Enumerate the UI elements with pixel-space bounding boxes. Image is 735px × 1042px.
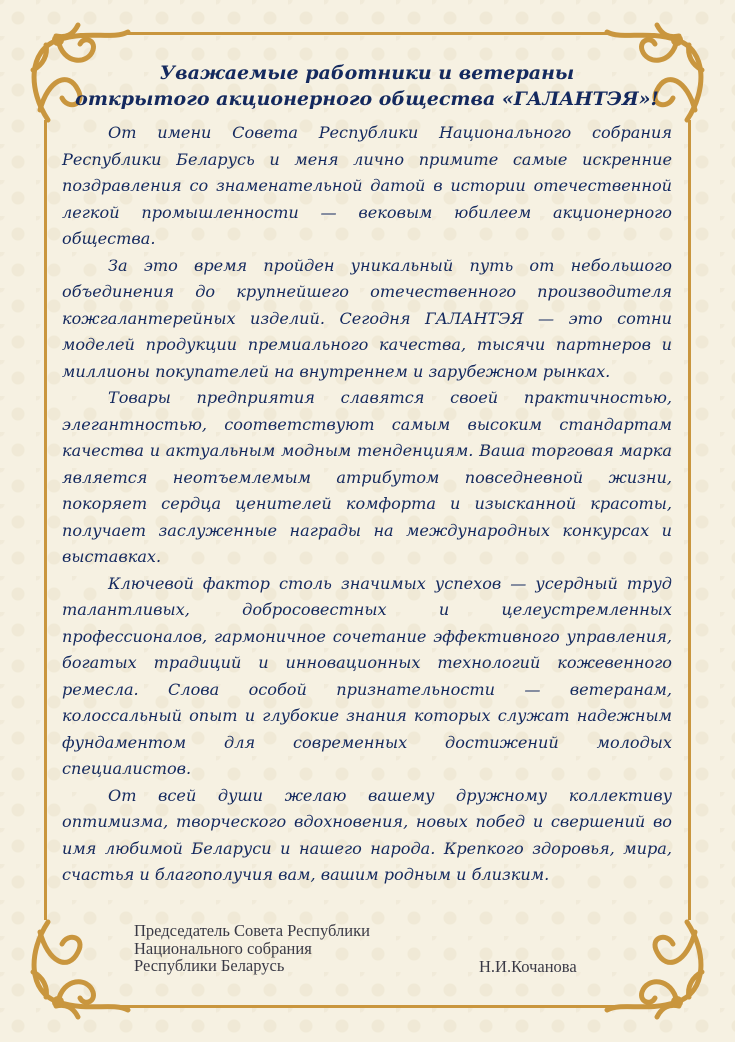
paragraph-4: Ключевой фактор столь значимых успехов — усердный труд талантливых, добросовестных и целеустремленных профессионалов, гармоничное сочетание эффективного управления, богатых традиций и инновационных технологий кожевенного ремесла. Слова особой признательности — ветеранам, колоссальный опыт и глубокие знания которых служат надежным фундаментом для современных достижений молодых специалистов. bbox=[62, 573, 672, 778]
paragraph-5: От всей души желаю вашему дружному коллективу оптимизма, творческого вдохновения, новых побед и свершений во имя любимой Беларуси и нашего народа. Крепкого здоровья, мира, счастья и благополучия вам, вашим родным и близким. bbox=[62, 785, 672, 884]
signatory-name: Н.И.Кочанова bbox=[479, 957, 577, 976]
frame-bottom-line bbox=[120, 1005, 615, 1008]
paragraph-1: От имени Совета Республики Национального собрания Республики Беларусь и меня лично примите самые искренние поздравления со знаменательной датой в истории отечественной легкой промышленности — вековым юбилеем акционерного общества. bbox=[62, 123, 672, 248]
signature-block bbox=[134, 922, 604, 975]
frame-left-line bbox=[44, 120, 47, 920]
paragraph-3: Товары предприятия славятся своей практичностью, элегантностью, соответствуют самым высоким стандартам качества и актуальным модным тенденциям. Ваша торговая марка является неотъемлемым атрибутом повседневной жизни, покоряет сердца ценителей комфорта и изысканной красоты, получает заслуженные награды на международных конкурсах и выставках. bbox=[62, 388, 672, 566]
ornament-corner-bottom-left bbox=[18, 912, 138, 1032]
greeting-line-1: Уважаемые работники и ветераны bbox=[159, 62, 575, 84]
letter-body bbox=[62, 60, 672, 889]
greeting-line-2: открытого акционерного общества «ГАЛАНТЭЯ»! bbox=[75, 88, 659, 110]
signature-title-line-1: Председатель Совета Республики bbox=[134, 921, 370, 940]
signature-title-line-3: Республики Беларусь bbox=[134, 956, 285, 975]
frame-top-line bbox=[120, 32, 615, 35]
signature-title-line-2: Национального собрания bbox=[134, 938, 312, 958]
greeting-heading bbox=[62, 60, 672, 112]
ornament-corner-bottom-right bbox=[597, 912, 717, 1032]
paragraph-2: За это время пройден уникальный путь от небольшого объединения до крупнейшего отечественного производителя кожгалантерейных изделий. Сегодня ГАЛАНТЭЯ — это сотни моделей продукции премиального качества, тысячи партнеров и миллионы покупателей на внутреннем и зарубежном рынках. bbox=[62, 255, 672, 381]
frame-right-line bbox=[688, 120, 691, 920]
